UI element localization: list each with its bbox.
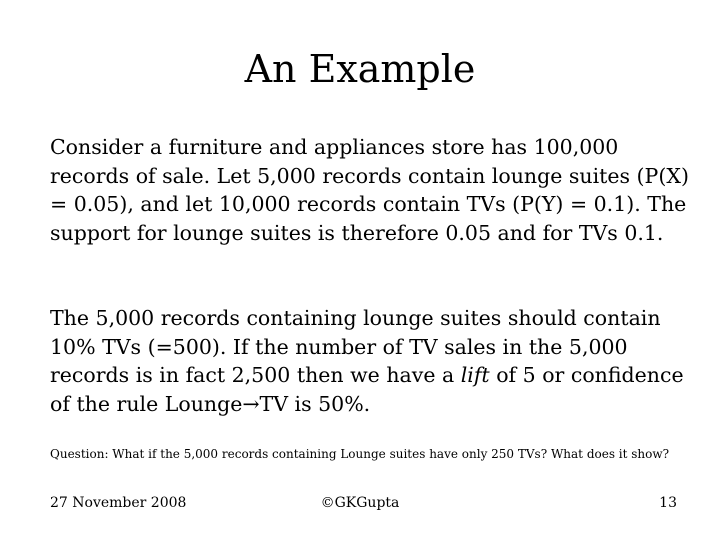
paragraph-lift-text-end: of 5 or confidence of the rule Lounge→TV is 50%. bbox=[50, 363, 684, 416]
footer-copyright: ©GKGupta bbox=[320, 495, 400, 511]
question-text: Question: What if the 5,000 records containing Lounge suites have only 250 TVs? What does it show? bbox=[50, 447, 670, 461]
footer-date: 27 November 2008 bbox=[50, 495, 187, 511]
lift-term: lift bbox=[460, 363, 490, 387]
paragraph-lift-text-start: The 5,000 records containing lounge suites should contain 10% TVs (=500). If the number of TV sales in the 5,000 records is in fact 2,500 then we have a bbox=[50, 306, 661, 387]
slide-title: An Example bbox=[244, 47, 476, 91]
footer-page-number: 13 bbox=[659, 495, 677, 511]
paragraph-support-example: Consider a furniture and appliances store has 100,000 records of sale. Let 5,000 records contain lounge suites (P(X) = 0.05), and let 10,000 records contain TVs (P(Y) = 0.1). The support for lounge suites is therefore 0.05 and for TVs 0.1. bbox=[50, 135, 689, 245]
paragraph-lift-example bbox=[50, 304, 690, 418]
